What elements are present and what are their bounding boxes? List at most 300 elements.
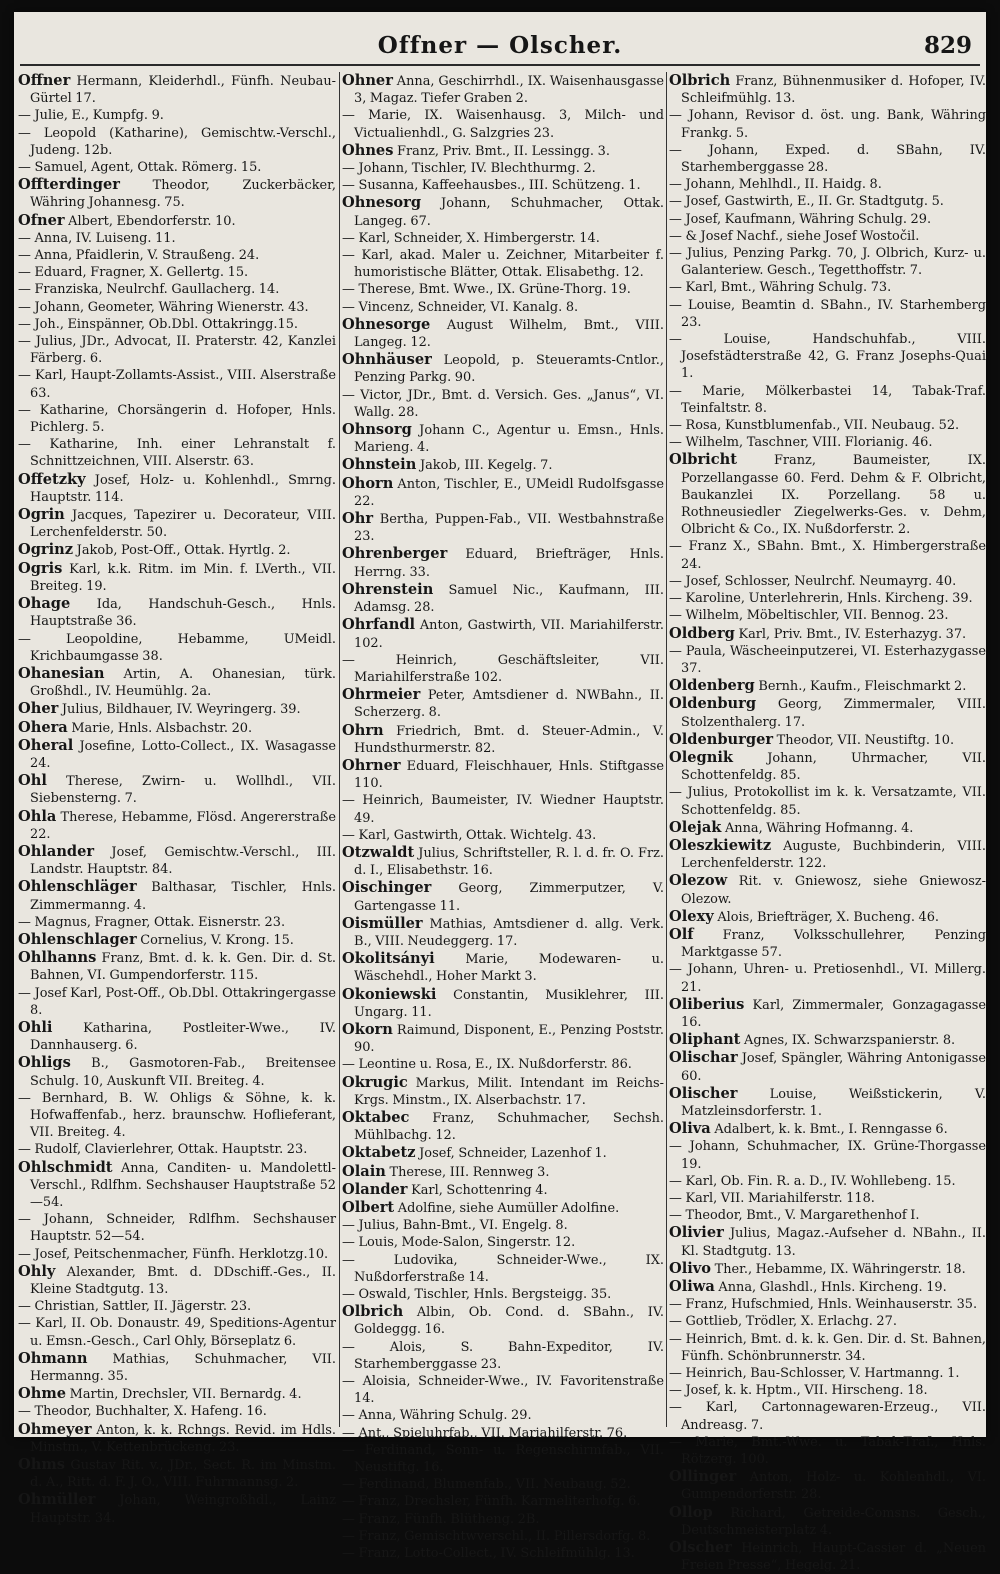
entry-text: Theodor, VII. Neustiftg. 10. (773, 732, 955, 748)
entry-surname: Oischinger (342, 879, 432, 897)
directory-entry (669, 625, 986, 643)
entry-text: Constantin, Musiklehrer, III. Ungarg. 11. (354, 987, 664, 1020)
directory-entry (18, 1421, 336, 1456)
entry-text: Auguste, Buchbinderin, VIII. Lerchenfelderstr. 122. (681, 838, 986, 872)
directory-entry (669, 1382, 986, 1399)
directory-entry (18, 333, 336, 367)
entry-surname: Ohnstein (342, 456, 417, 474)
directory-entry (669, 1278, 986, 1296)
entry-text: — Anna, Pfaidlerin, V. Straußeng. 24. (18, 248, 260, 264)
entry-text: Balthasar, Tischler, Hnls. Zimmermanng. 4. (30, 880, 336, 913)
entry-text: — Theodor, Bmt., V. Margarethenhof I. (669, 1208, 920, 1224)
entry-surname: Offetzky (18, 470, 86, 488)
directory-entry (669, 1120, 986, 1138)
entry-surname: Olezow (669, 872, 728, 890)
entry-text: — Josef, Schlosser, Neulrchf. Neumayrg. 40. (669, 573, 957, 589)
directory-entry (18, 1491, 336, 1526)
directory-entry (669, 1504, 986, 1539)
entry-surname: Ohrfandl (342, 616, 416, 634)
column-divider (339, 72, 340, 1427)
entry-text: — Johann, Schneider, Rdlfhm. Sechshauser Hauptstr. 52—54. (18, 1212, 336, 1245)
entry-text: — Heinrich, Bmt. d. k. k. Gen. Dir. d. St. Bahnen, Fünfh. Schönbrunnerstr. 34. (669, 1331, 986, 1364)
entry-text: — Katharine, Inh. einer Lehranstalt f. Schnittzeichnen, VIII. Alserstr. 63. (18, 437, 336, 470)
entry-text: Adalbert, k. k. Bmt., I. Renngasse 6. (710, 1122, 948, 1138)
entry-text: — Anna, IV. Luiseng. 11. (18, 230, 176, 246)
entry-text: Karl, Zimmermaler, Gonzagagasse 16. (681, 997, 986, 1030)
entry-surname: Olain (342, 1162, 386, 1180)
directory-entry (669, 383, 986, 417)
entry-surname: Ohera (18, 718, 68, 736)
entry-text: — Joh., Einspänner, Ob.Dbl. Ottakringg.15. (18, 316, 299, 332)
directory-entry (18, 264, 336, 281)
entry-surname: Ohmeyer (18, 1420, 92, 1438)
entry-surname: Oliva (669, 1120, 711, 1138)
directory-entry (669, 677, 986, 695)
entry-text: Jakob, Post-Off., Ottak. Hyrtlg. 2. (73, 543, 291, 559)
entry-text: — Magnus, Fragner, Ottak. Eisnerstr. 23. (18, 914, 286, 930)
directory-entry (18, 125, 336, 159)
entry-text: Josef, Spängler, Währing Antonigasse 60. (681, 1051, 986, 1084)
entry-text: — Julius, Bahn-Bmt., VI. Engelg. 8. (342, 1218, 568, 1234)
entry-text: Agnes, IX. Schwarzspanierstr. 8. (740, 1033, 956, 1049)
directory-entry (18, 985, 336, 1019)
entry-text: Johann, Uhrmacher, VII. Schottenfeldg. 85. (681, 750, 986, 784)
entry-surname: Ohme (18, 1385, 67, 1403)
entry-text: — Katharine, Chorsängerin d. Hofoper, Hnls. Pichlerg. 5. (18, 402, 336, 436)
entry-text: — Wilhelm, Möbeltischler, VII. Bennog. 23. (669, 608, 949, 624)
entry-surname: Ohanesian (18, 664, 105, 682)
entry-text: — Louise, Beamtin d. SBahn., IV. Starhemberg 23. (669, 297, 986, 330)
entry-text: — Marie, Mölkerbastei 14, Tabak-Traf. Teinfaltstr. 8. (669, 383, 986, 416)
entry-surname: Ohrner (342, 756, 401, 774)
directory-entry (18, 931, 336, 949)
directory-entry (18, 949, 336, 984)
directory-entry (669, 193, 986, 210)
directory-entry (342, 879, 664, 914)
directory-entry (18, 1246, 336, 1263)
entry-text: Friedrich, Bmt. d. Steuer-Admin., V. Hundsthurmerstr. 82. (354, 723, 664, 756)
entry-surname: Olbrich (669, 72, 731, 89)
directory-entry (342, 1339, 664, 1373)
entry-surname: Ohr (342, 510, 374, 528)
directory-entry (342, 1407, 664, 1424)
entry-text: Karl, Schottenring 4. (407, 1182, 548, 1198)
entry-text: Johann C., Agentur u. Emsn., Hnls. Marieng. 4. (354, 423, 664, 456)
entry-surname: Ohner (342, 72, 393, 89)
directory-entry (669, 451, 986, 538)
directory-entry (342, 1373, 664, 1407)
entry-text: — Josef, Kaufmann, Währing Schulg. 29. (669, 211, 932, 227)
directory-entry (669, 731, 986, 749)
entry-surname: Oldenburg (669, 695, 757, 713)
entry-text: — Karl, Schneider, X. Himbergerstr. 14. (342, 230, 600, 246)
directory-entry (342, 545, 664, 580)
entry-surname: Oismüller (342, 914, 423, 932)
directory-entry (18, 176, 336, 211)
entry-text: Raimund, Disponent, E., Penzing Poststr. 90. (354, 1022, 664, 1056)
directory-entry (18, 737, 336, 772)
entry-text: Bertha, Puppen-Fab., VII. Westbahnstraße 23. (354, 512, 664, 545)
entry-text: — Julie, E., Kumpfg. 9. (18, 108, 164, 124)
entry-text: Franz, Baumeister, IX. Porzellangasse 60. Ferd. Dehm & F. Olbricht, Baukanzlei IX. Porzellang. 58 u. Rothneusiedler Ziegelwerks-Ges. v. Dehm, Olbricht & Co., IX. Nußdorferstr. 2. (681, 453, 986, 538)
directory-entry (669, 590, 986, 607)
directory-entry (342, 1511, 664, 1528)
entry-text: Leopold, p. Steueramts-Cntlor., Penzing Parkg. 90. (354, 353, 664, 386)
directory-entry (342, 281, 664, 298)
entry-surname: Ohorn (342, 474, 394, 492)
entry-text: — Karl, Haupt-Zollamts-Assist., VIII. Alserstraße 63. (18, 368, 336, 401)
entry-surname: Ohlander (18, 842, 95, 860)
entry-surname: Olivo (669, 1259, 712, 1277)
entry-text: Gustav Rit. v., JDr., Sect. R. im Minstm. d. A., Ritt. d. F. J. O., VIII. Fuhrmannsg. 2. (30, 1458, 336, 1491)
directory-entry (669, 908, 986, 926)
entry-text: Josef, Holz- u. Kohlenhdl., Smrng. Hauptstr. 114. (30, 472, 336, 505)
directory-entry (342, 160, 664, 177)
entry-surname: Ogris (18, 559, 63, 577)
entry-text: — Paula, Wäscheeinputzerei, VI. Esterhazygasse 37. (669, 643, 986, 676)
entry-text: — Heinrich, Baumeister, IV. Wiedner Hauptstr. 49. (342, 793, 664, 826)
directory-entry (342, 316, 664, 351)
entry-text: Josef, Schneider, Lazenhof 1. (415, 1146, 607, 1162)
entry-text: Eduard, Fleischhauer, Hnls. Stiftgasse 110. (354, 758, 664, 792)
directory-entry (18, 1159, 336, 1212)
directory-entry (18, 1298, 336, 1315)
directory-entry (342, 1286, 664, 1303)
directory-entry (342, 1528, 664, 1545)
directory-entry (669, 245, 986, 279)
entry-text: — Therese, Bmt. Wwe., IX. Grüne-Thorg. 19. (342, 282, 631, 298)
directory-entry (18, 631, 336, 665)
directory-entry (342, 1545, 664, 1562)
entry-surname: Ohmann (18, 1349, 88, 1367)
entry-text: — Heinrich, Geschäftsleiter, VII. Mariahilferstraße 102. (342, 652, 664, 685)
entry-text: — & Josef Nachf., siehe Josef Wostočil. (669, 228, 920, 244)
directory-entry (669, 1296, 986, 1313)
entry-surname: Olivier (669, 1224, 724, 1242)
directory-entry (669, 107, 986, 141)
entry-text: — Rosa, Kunstblumenfab., VII. Neubaug. 52. (669, 418, 960, 434)
entry-surname: Ohla (18, 807, 57, 825)
directory-entry (342, 1442, 664, 1476)
entry-text: — Louis, Mode-Salon, Singerstr. 12. (342, 1235, 576, 1251)
entry-text: Ther., Hebamme, IX. Währingerstr. 18. (711, 1261, 966, 1277)
directory-entry (669, 1085, 986, 1120)
entry-surname: Oliphant (669, 1031, 741, 1049)
entry-text: Adolfine, siehe Aumüller Adolfine. (394, 1201, 620, 1216)
entry-surname: Olexy (669, 907, 714, 925)
column-2 (342, 72, 664, 1562)
entry-text: — Bernhard, B. W. Ohligs & Söhne, k. k. Hofwaffenfab., herz. braunschw. Hoflieferant, VII. Breiteg. 4. (18, 1090, 336, 1141)
entry-text: — Johann, Exped. d. SBahn, IV. Starhemberggasse 28. (669, 142, 986, 176)
directory-entry (342, 1217, 664, 1234)
directory-entry (18, 541, 336, 559)
entry-text: Franz, Bmt. d. k. k. Gen. Dir. d. St. Bahnen, VI. Gumpendorferstr. 115. (30, 951, 336, 984)
entry-text: — Josef, Peitschenmacher, Fünfh. Herklotzg.10. (18, 1246, 329, 1262)
directory-entry (342, 194, 664, 229)
directory-entry (669, 1365, 986, 1382)
entry-surname: Olischer (669, 1084, 738, 1102)
directory-entry (669, 1468, 986, 1503)
directory-entry (342, 686, 664, 721)
entry-text: — Anna, Währing Schulg. 29. (342, 1408, 532, 1424)
entry-text: — Gottlieb, Trödler, X. Erlachg. 27. (669, 1314, 897, 1330)
directory-entry (342, 1493, 664, 1510)
directory-entry (18, 247, 336, 264)
entry-text: — Julius, Penzing Parkg. 70, J. Olbrich, Kurz- u. Galanteriew. Gesch., Tegetthoffstr. 7. (669, 246, 986, 279)
entry-text: — Franz, Gemischtwverschl., II. Pillersdorfg. 8. (342, 1528, 651, 1544)
entry-text: Julius, Bildhauer, IV. Weyringerg. 39. (58, 702, 301, 718)
entry-surname: Oliberius (669, 995, 745, 1013)
entry-text: — Rudolf, Clavierlehrer, Ottak. Hauptstr. 23. (18, 1142, 308, 1158)
directory-entry (18, 560, 336, 595)
directory-entry (18, 159, 336, 176)
directory-entry (669, 1399, 986, 1433)
directory-entry (669, 1313, 986, 1330)
entry-surname: Ogrinz (18, 541, 74, 559)
entry-surname: Oher (18, 700, 59, 718)
directory-entry (342, 722, 664, 757)
entry-text: Anton, Gastwirth, VII. Mariahilferstr. 102. (354, 618, 664, 651)
directory-entry (342, 247, 664, 281)
entry-text: — Victor, JDr., Bmt. d. Versich. Ges. „Janus“, VI. Wallg. 28. (342, 387, 664, 420)
entry-text: — Franziska, Neulrchf. Gaullacherg. 14. (18, 282, 280, 298)
directory-entry (669, 819, 986, 837)
directory-entry (669, 228, 986, 245)
entry-text: — Karl, Bmt., Währing Schulg. 73. (669, 280, 892, 296)
entry-text: — Johann, Uhren- u. Pretiosenhdl., VI. Millerg. 21. (669, 962, 986, 995)
entry-text: — Johann, Geometer, Währing Wienerstr. 43. (18, 299, 309, 315)
entry-text: — Alois, S. Bahn-Expeditor, IV. Starhemberggasse 23. (342, 1339, 664, 1372)
directory-entry (342, 915, 664, 950)
directory-entry (18, 878, 336, 913)
entry-text: — Ferdinand, Sonn- u. Regenschirmfab., VII. Neustiftg. 16. (342, 1442, 664, 1476)
page-title: Offner — Olscher. (377, 32, 623, 59)
entry-text: Georg, Zimmerputzer, V. Gartengasse 11. (354, 881, 664, 914)
entry-text: Therese, Zwirn- u. Wollhdl., VII. Siebensterng. 7. (30, 774, 336, 807)
entry-surname: Ohnesorg (342, 194, 422, 212)
entry-surname: Ohrenberger (342, 545, 448, 563)
directory-entry (18, 281, 336, 298)
column-divider (666, 72, 667, 1427)
entry-text: Karl, Priv. Bmt., IV. Esterhazyg. 37. (734, 626, 967, 642)
directory-entry (342, 456, 664, 474)
entry-text: Heinrich, Haupt-Cassier d. „Neuen Freien Presse“, Hegelg. 21. (681, 1541, 986, 1574)
directory-entry (342, 177, 664, 194)
entry-surname: Olander (342, 1180, 408, 1198)
directory-entry (669, 1331, 986, 1365)
entry-text: — Theodor, Buchhalter, X. Hafeng. 16. (18, 1404, 267, 1420)
entry-surname: Ohly (18, 1262, 56, 1280)
entry-surname: Okolitsányi (342, 950, 435, 968)
directory-entry (18, 772, 336, 807)
entry-surname: Oldenburger (669, 730, 774, 748)
entry-text: — Leopoldine, Hebamme, UMeidl. Krichbaumgasse 38. (18, 631, 336, 664)
directory-entry (342, 581, 664, 616)
entry-text: Jacques, Tapezirer u. Decorateur, VIII. Lerchenfelderstr. 50. (30, 508, 336, 541)
entry-text: — Ferdinand, Blumenfab., VII. Neubaug. 52. (342, 1477, 631, 1493)
entry-text: B., Gasmotoren-Fab., Breitensee Schulg. 10, Auskunft VII. Breiteg. 4. (30, 1056, 336, 1089)
entry-surname: Okorn (342, 1020, 393, 1038)
entry-text: Albin, Ob. Cond. d. SBahn., IV. Goldeggg. 16. (354, 1305, 664, 1338)
directory-entry (342, 72, 664, 107)
entry-surname: Oldenberg (669, 677, 755, 695)
directory-entry (18, 1141, 336, 1158)
directory-entry (18, 1211, 336, 1245)
entry-surname: Okrugic (342, 1073, 408, 1091)
directory-entry (342, 1074, 664, 1109)
directory-entry (669, 331, 986, 383)
directory-entry (669, 279, 986, 296)
directory-entry (18, 914, 336, 931)
entry-text: — Marie, IX. Waisenhausg. 3, Milch- und Victualienhdl., G. Salzgries 23. (342, 108, 664, 141)
entry-surname: Oktabec (342, 1108, 410, 1126)
entry-text: Samuel Nic., Kaufmann, III. Adamsg. 28. (354, 582, 664, 616)
directory-entry (18, 436, 336, 470)
entry-text: Franz, Volksschullehrer, Penzing Marktgasse 57. (681, 927, 986, 961)
directory-entry (342, 757, 664, 792)
entry-text: — Karoline, Unterlehrerin, Hnls. Kircheng. 39. (669, 591, 973, 607)
directory-entry (18, 1385, 336, 1403)
directory-entry (342, 1476, 664, 1493)
entry-text: Anton, k. k. Rchngs. Revid. im Hdls. Minstm., V. Kettenbrückeng. 23. (30, 1422, 336, 1455)
entry-text: Alois, Briefträger, X. Bucheng. 46. (713, 909, 940, 925)
entry-text: Mathias, Amtsdiener d. allg. Verk. B., VIII. Neudeggerg. 17. (354, 916, 664, 949)
entry-surname: Ohlenschläger (18, 878, 137, 896)
directory-entry (342, 421, 664, 456)
entry-surname: Ohnhäuser (342, 351, 432, 369)
entry-text: Markus, Milit. Intendant im Reichs-Krgs. Minstm., IX. Alserbachstr. 17. (354, 1075, 664, 1108)
entry-text: Josefine, Lotto-Collect., IX. Wasagasse 24. (30, 738, 336, 771)
directory-entry (342, 387, 664, 421)
directory-entry (669, 749, 986, 784)
entry-text: Josef, Gemischtw.-Verschl., III. Landstr. Hauptstr. 84. (30, 844, 336, 878)
directory-entry (669, 297, 986, 331)
directory-entry (669, 961, 986, 995)
entry-text: — Josef Karl, Post-Off., Ob.Dbl. Ottakringergasse 8. (18, 985, 336, 1018)
directory-entry (18, 212, 336, 230)
directory-entry (18, 367, 336, 401)
entry-surname: Ohnsorg (342, 421, 412, 439)
entry-surname: Ohrmeier (342, 686, 421, 704)
entry-surname: Oldberg (669, 624, 735, 642)
directory-entry (669, 176, 986, 193)
directory-entry (342, 844, 664, 879)
entry-text: Anton, Holz- u. Kohlenhdl., VI. Gumpendorferstr. 28. (681, 1470, 986, 1503)
entry-text: Franz, Priv. Bmt., II. Lessingg. 3. (393, 143, 610, 159)
directory-entry (342, 652, 664, 686)
entry-text: — Ludovika, Schneider-Wwe., IX. Nußdorferstraße 14. (342, 1252, 664, 1285)
page-header (14, 32, 986, 66)
directory-entry (669, 1207, 986, 1224)
entry-text: — Franz, Fünfh. Blütheng. 2B. (342, 1511, 540, 1527)
directory-entry (669, 142, 986, 176)
directory-entry (18, 471, 336, 506)
directory-entry (669, 1031, 986, 1049)
entry-text: — Josef, Gastwirth, E., II. Gr. Stadtgutg. 5. (669, 194, 944, 210)
entry-text: Louise, Weißstickerin, V. Matzleinsdorferstr. 1. (681, 1086, 986, 1119)
directory-entry (342, 1109, 664, 1144)
entry-text: Katharina, Postleiter-Wwe., IV. Dannhauserg. 6. (30, 1020, 336, 1054)
entry-text: — Johann, Revisor d. öst. ung. Bank, Währing Frankg. 5. (669, 108, 986, 141)
entry-text: — Johann, Mehlhdl., II. Haidg. 8. (669, 177, 882, 193)
entry-text: Ida, Handschuh-Gesch., Hnls. Hauptstraße 36. (30, 597, 336, 630)
entry-surname: Okoniewski (342, 985, 437, 1003)
entry-text: August Wilhelm, Bmt., VIII. Langeg. 12. (354, 317, 664, 351)
entry-text: Albert, Ebendorferstr. 10. (64, 213, 236, 229)
directory-entry (669, 1138, 986, 1172)
directory-entry (342, 827, 664, 844)
entry-text: Therese, III. Rennweg 3. (385, 1164, 550, 1180)
entry-surname: Ohms (18, 1456, 65, 1474)
entry-text: Johan, Weingroßhdl., Lainz Hauptstr. 34. (30, 1493, 336, 1526)
entry-text: — Karl, VII. Mariahilferstr. 118. (669, 1191, 875, 1206)
directory-entry (342, 475, 664, 510)
directory-entry (342, 1163, 664, 1181)
entry-surname: Ohmüller (18, 1491, 96, 1509)
directory-entry (342, 107, 664, 141)
entry-text: Julius, Magaz.-Aufseher d. NBahn., II. Kl. Stadtgutg. 13. (681, 1226, 986, 1259)
entry-text: — Julius, Protokollist im k. k. Versatzamte, VII. Schottenfeldg. 85. (669, 785, 986, 818)
entry-text: — Louise, Handschuhfab., VIII. Josefstädterstraße 42, G. Franz Josephs-Quai 1. (669, 332, 986, 382)
directory-entry (669, 1260, 986, 1278)
entry-text: Peter, Amtsdiener d. NWBahn., II. Scherzerg. 8. (354, 688, 664, 721)
directory-entry (669, 784, 986, 818)
directory-entry (342, 1199, 664, 1217)
directory-entry (18, 1019, 336, 1054)
entry-text: Franz, Schuhmacher, Sechsh. Mühlbachg. 12. (354, 1110, 664, 1144)
entry-text: — Heinrich, Bau-Schlosser, V. Hartmanng. 1. (669, 1366, 960, 1382)
entry-text: Theodor, Zuckerbäcker, Währing Johannesg. 75. (30, 178, 336, 211)
entry-surname: Olischar (669, 1049, 738, 1067)
entry-text: Bernh., Kaufm., Fleischmarkt 2. (754, 679, 967, 695)
directory-entry (18, 595, 336, 630)
entry-text: — Karl, Cartonnagewaren-Erzeug., VII. Andreasg. 7. (669, 1400, 986, 1433)
directory-entry (18, 1315, 336, 1349)
entry-text: Franz, Bühnenmusiker d. Hofoper, IV. Schleifmühlg. 13. (681, 74, 986, 107)
directory-entry (18, 230, 336, 247)
entry-text: Cornelius, V. Krong. 15. (136, 932, 294, 948)
entry-text: Alexander, Bmt. d. DDschiff.-Ges., II. Kleine Stadtgutg. 13. (30, 1264, 336, 1298)
entry-text: — Susanna, Kaffeehausbes., III. Schützeng. 1. (342, 178, 641, 194)
directory-entry (18, 843, 336, 878)
entry-surname: Ofner (18, 211, 65, 229)
entry-text: Therese, Hebamme, Flösd. Angererstraße 22. (30, 809, 336, 842)
header-rule (20, 64, 980, 66)
directory-entry (18, 107, 336, 124)
directory-entry (669, 872, 986, 907)
directory-entry (342, 1056, 664, 1073)
directory-entry (669, 837, 986, 872)
entry-text: — Franz X., SBahn. Bmt., X. Himbergerstraße 24. (669, 539, 986, 572)
entry-text: Julius, Schriftsteller, R. l. d. fr. O. Frz. d. I., Elisabethstr. 16. (354, 845, 664, 879)
entry-text: Anna, Canditen- u. Mandolettl-Verschl., Rdlfhm. Sechshauser Hauptstraße 52—54. (30, 1160, 336, 1210)
directory-entry (669, 1539, 986, 1574)
entry-surname: Ohl (18, 772, 47, 790)
directory-entry (18, 1054, 336, 1089)
directory-entry (342, 986, 664, 1021)
directory-entry (18, 402, 336, 436)
entry-text: Jakob, III. Kegelg. 7. (416, 458, 553, 474)
directory-entry (18, 1456, 336, 1491)
directory-entry (669, 434, 986, 451)
directory-entry (18, 316, 336, 333)
entry-surname: Ohnes (342, 141, 394, 159)
entry-text: — Franz, Hufschmied, Hnls. Weinhauserstr. 35. (669, 1297, 978, 1313)
page-number: 829 (923, 32, 972, 59)
directory-entry (669, 996, 986, 1031)
entry-text: — Karl, akad. Maler u. Zeichner, Mitarbeiter f. humoristische Blätter, Ottak. Elisabethg. 12. (342, 248, 664, 281)
directory-entry (342, 230, 664, 247)
